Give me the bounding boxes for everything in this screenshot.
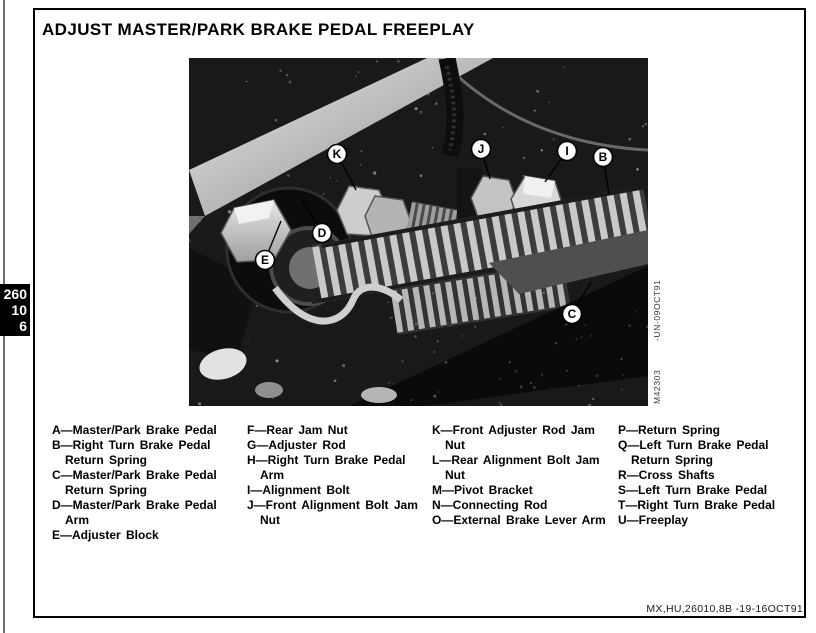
- legend-item: A—Master/Park Brake Pedal: [52, 423, 217, 437]
- callout-letter: I: [565, 144, 569, 159]
- page-title: ADJUST MASTER/PARK BRAKE PEDAL FREEPLAY: [42, 20, 475, 39]
- chapter-tab-number: 260: [3, 286, 27, 302]
- callout-letter: J: [477, 142, 485, 157]
- photo-id-label-number: M42303: [652, 369, 662, 404]
- footer-code: MX,HU,26010,8B -19-16OCT91: [646, 603, 803, 615]
- legend-column: [618, 423, 802, 528]
- legend-item: B—Right Turn Brake Pedal Return Spring: [52, 438, 211, 467]
- chapter-tab-number: 6: [19, 318, 27, 334]
- legend-item: R—Cross Shafts: [618, 468, 715, 482]
- callout-letter: E: [260, 253, 270, 268]
- callout-letter: K: [332, 147, 342, 162]
- legend-item: C—Master/Park Brake Pedal Return Spring: [52, 468, 217, 497]
- legend-item: M—Pivot Bracket: [432, 483, 533, 497]
- legend-item: U—Freeplay: [618, 513, 689, 527]
- legend-item: J—Front Alignment Bolt Jam Nut: [247, 498, 418, 527]
- legend-item: L—Rear Alignment Bolt Jam Nut: [432, 453, 600, 482]
- legend-column: [247, 423, 427, 528]
- legend-column: [52, 423, 242, 543]
- legend-item: N—Connecting Rod: [432, 498, 548, 512]
- legend-item: O—External Brake Lever Arm: [432, 513, 606, 527]
- legend-item: S—Left Turn Brake Pedal: [618, 483, 768, 497]
- legend-item: D—Master/Park Brake Pedal Arm: [52, 498, 217, 527]
- chapter-tab-number: 10: [11, 302, 27, 318]
- callout-letter: B: [598, 150, 608, 165]
- legend-item: H—Right Turn Brake Pedal Arm: [247, 453, 406, 482]
- legend-column: [432, 423, 614, 528]
- legend-item: G—Adjuster Rod: [247, 438, 346, 452]
- chapter-tab: [0, 284, 30, 336]
- callout-letter: C: [567, 307, 577, 322]
- legend-item: I—Alignment Bolt: [247, 483, 350, 497]
- legend-item: K—Front Adjuster Rod Jam Nut: [432, 423, 595, 452]
- legend-item: E—Adjuster Block: [52, 528, 159, 542]
- callout-letter: D: [317, 226, 327, 241]
- legend-item: P—Return Spring: [618, 423, 721, 437]
- legend-item: F—Rear Jam Nut: [247, 423, 348, 437]
- brake-mechanism-photo: [189, 58, 648, 406]
- photo-illustration: [189, 58, 648, 406]
- legend-item: T—Right Turn Brake Pedal: [618, 498, 776, 512]
- photo-id-label-side: -UN-09OCT91: [652, 279, 662, 341]
- legend-item: Q—Left Turn Brake Pedal Return Spring: [618, 438, 769, 467]
